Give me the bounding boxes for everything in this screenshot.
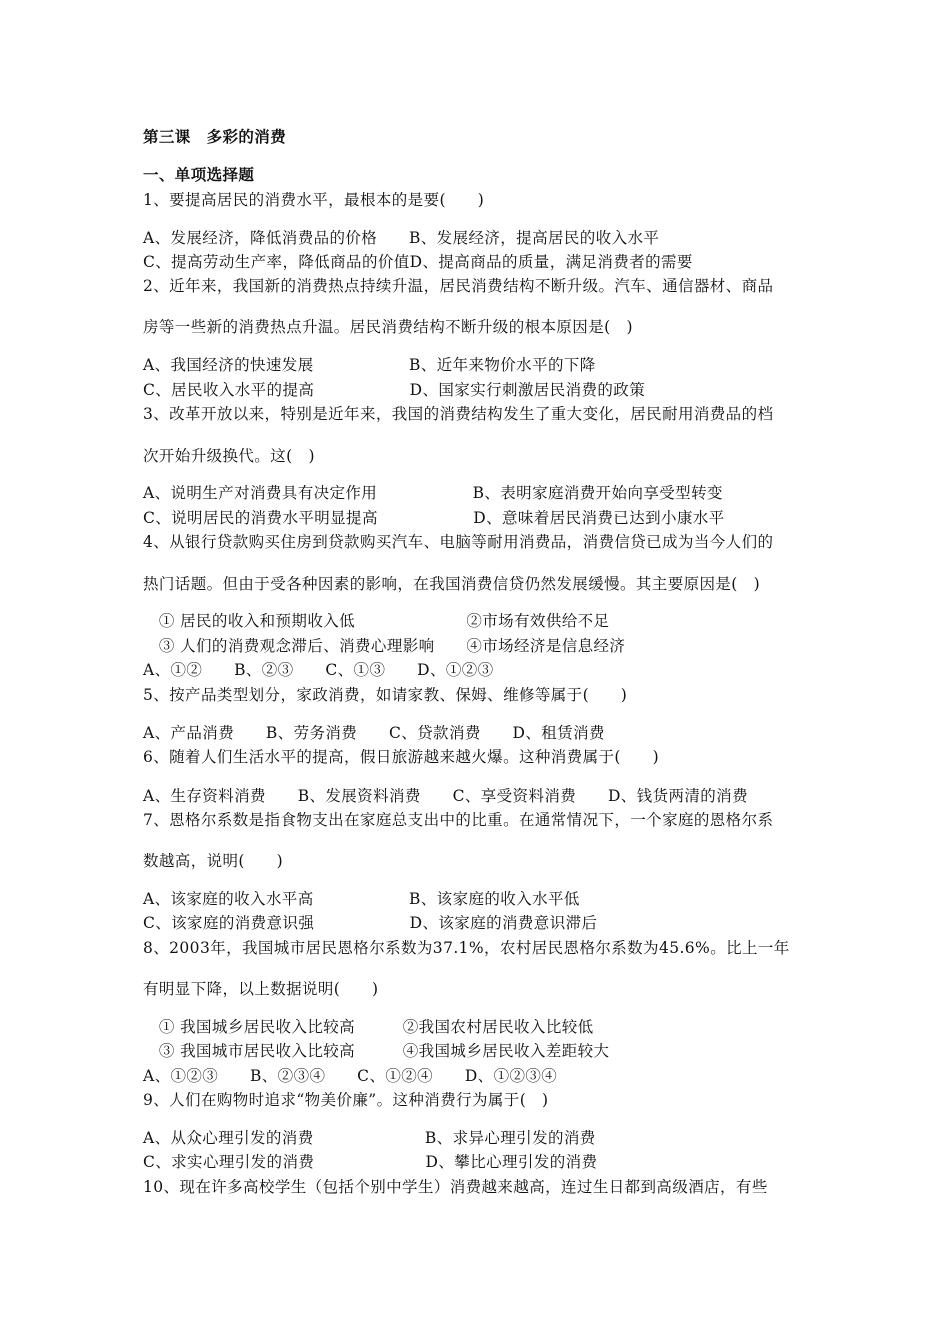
question-9-options-ab: A、从众心理引发的消费 B、求异心理引发的消费 xyxy=(143,1129,596,1147)
question-5-stem: 5、按产品类型划分，家政消费，如请家教、保姆、维修等属于( ) xyxy=(143,686,628,704)
question-2-stem-line2: 房等一些新的消费热点升温。居民消费结构不断升级的根本原因是( ) xyxy=(143,318,633,336)
question-8-options: A、①②③ B、②③④ C、①②④ D、①②③④ xyxy=(143,1067,558,1085)
question-3-options-ab: A、说明生产对消费具有决定作用 B、表明家庭消费开始向享受型转变 xyxy=(143,484,723,502)
question-8-items-12: ① 我国城乡居民收入比较高 ②我国农村居民收入比较低 xyxy=(143,1018,594,1036)
question-8-items-34: ③ 我国城市居民收入比较高 ④我国城乡居民收入差距较大 xyxy=(143,1042,610,1060)
section-heading: 一、单项选择题 xyxy=(143,165,255,184)
question-4-options: A、①② B、②③ C、①③ D、①②③ xyxy=(143,661,494,679)
question-7-stem-line2: 数越高，说明( ) xyxy=(143,852,284,870)
question-2-stem-line1: 2、近年来，我国新的消费热点持续升温，居民消费结构不断升级。汽车、通信器材、商品 xyxy=(143,277,774,295)
question-7-options-cd: C、该家庭的消费意识强 D、该家庭的消费意识滞后 xyxy=(143,914,598,932)
question-6-stem: 6、随着人们生活水平的提高，假日旅游越来越火爆。这种消费属于( ) xyxy=(143,748,660,766)
question-6-options: A、生存资料消费 B、发展资料消费 C、享受资料消费 D、钱货两清的消费 xyxy=(143,787,748,805)
question-3-options-cd: C、说明居民的消费水平明显提高 D、意味着居民消费已达到小康水平 xyxy=(143,509,725,527)
question-7-stem-line1: 7、恩格尔系数是指食物支出在家庭总支出中的比重。在通常情况下，一个家庭的恩格尔系 xyxy=(143,811,774,829)
question-2-options-cd: C、居民收入水平的提高 D、国家实行刺激居民消费的政策 xyxy=(143,381,646,399)
question-3-stem-line2: 次开始升级换代。这( ) xyxy=(143,447,315,465)
question-10-stem-line1: 10、现在许多高校学生（包括个别中学生）消费越来越高，连过生日都到高级酒店，有些 xyxy=(143,1178,768,1196)
question-4-items-12: ① 居民的收入和预期收入低 ②市场有效供给不足 xyxy=(143,612,610,630)
question-8-stem-line1: 8、2003年，我国城市居民恩格尔系数为37.1%，农村居民恩格尔系数为45.6%。比上一年 xyxy=(143,939,790,957)
question-1-options-cd: C、提高劳动生产率，降低商品的价值D、提高商品的质量，满足消费者的需要 xyxy=(143,253,693,271)
question-4-stem-line1: 4、从银行贷款购买住房到贷款购买汽车、电脑等耐用消费品，消费信贷已成为当今人们的 xyxy=(143,533,774,551)
question-2-options-ab: A、我国经济的快速发展 B、近年来物价水平的下降 xyxy=(143,356,596,374)
question-5-options: A、产品消费 B、劳务消费 C、贷款消费 D、租赁消费 xyxy=(143,724,605,742)
question-9-stem: 9、人们在购物时追求“物美价廉”。这种消费行为属于( ) xyxy=(143,1091,549,1109)
question-3-stem-line1: 3、改革开放以来，特别是近年来，我国的消费结构发生了重大变化，居民耐用消费品的档 xyxy=(143,405,774,423)
question-7-options-ab: A、该家庭的收入水平高 B、该家庭的收入水平低 xyxy=(143,890,580,908)
question-9-options-cd: C、求实心理引发的消费 D、攀比心理引发的消费 xyxy=(143,1153,598,1171)
question-4-stem-line2: 热门话题。但由于受各种因素的影响，在我国消费信贷仍然发展缓慢。其主要原因是( ) xyxy=(143,575,761,593)
question-4-items-34: ③ 人们的消费观念滞后、消费心理影响 ④市场经济是信息经济 xyxy=(143,637,626,655)
question-8-stem-line2: 有明显下降，以上数据说明( ) xyxy=(143,980,379,998)
question-1-options-ab: A、发展经济，降低消费品的价格 B、发展经济，提高居民的收入水平 xyxy=(143,229,660,247)
lesson-title: 第三课 多彩的消费 xyxy=(143,127,287,146)
question-1-stem: 1、要提高居民的消费水平，最根本的是要( ) xyxy=(143,191,485,209)
